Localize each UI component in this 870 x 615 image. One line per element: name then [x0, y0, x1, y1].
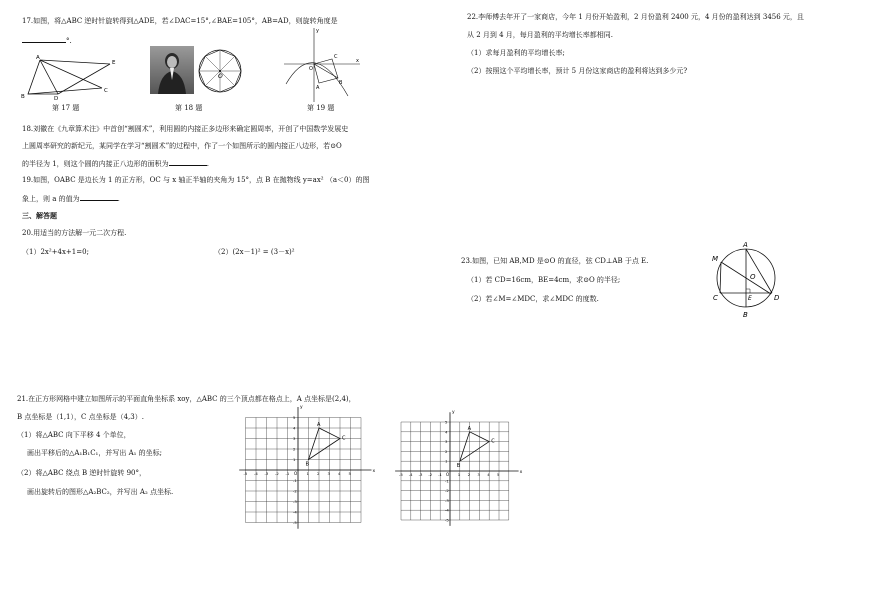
label-D: D: [774, 294, 780, 302]
q20-part1: （1）2x²+4x+1=0;: [22, 248, 89, 256]
y-axis-label: y: [300, 405, 303, 411]
q19-line2: 象上，则 a 的值为 .: [22, 195, 120, 203]
q19-line1: 19.如图，OABC 是边长为 1 的正方形，OC 与 x 轴正半轴的夹角为 15°，点 B 在抛物线 y=ax² （a＜0）的图: [22, 176, 370, 184]
y-tick-label: 4: [445, 429, 448, 435]
q21-part2: （2）将△ABC 绕点 B 逆时针旋转 90°，: [17, 469, 146, 477]
x-tick-label: -5: [243, 471, 248, 476]
y-tick-label: -3: [293, 499, 297, 504]
q20-part2: （2）(2x－1)² = (3－x)²: [214, 248, 295, 256]
label-x: x: [356, 58, 359, 64]
triangle-ABC: [309, 428, 341, 460]
label-M: M: [712, 255, 719, 263]
label-y: y: [316, 28, 319, 34]
point-B-label: B: [305, 461, 309, 468]
octagon-figure: [196, 47, 244, 95]
label-B: B: [743, 311, 748, 319]
y-tick-label: -4: [293, 509, 297, 515]
x-tick-label: -2: [275, 471, 279, 476]
label-A: A: [36, 55, 40, 61]
x-tick-label: -5: [399, 472, 403, 477]
label-C: C: [713, 294, 718, 302]
y-tick-label: -3: [445, 497, 449, 503]
y-tick-label: 5: [293, 415, 296, 420]
triangle-ABC: [460, 432, 489, 461]
y-tick-label: 3: [445, 439, 448, 445]
point-A-label: A: [317, 422, 321, 428]
x-tick-label: 2: [317, 471, 320, 476]
x-tick-label: 1: [306, 471, 309, 476]
x-tick-label: -3: [264, 471, 269, 476]
q18-line2: 上圆周率研究的新纪元，某同学在学习“割圆术”的过程中，作了一个如图所示的圆内接正八边形，若⊙O: [22, 142, 342, 150]
q23-part2: （2）若∠M=∠MDC，求∠MDC 的度数.: [467, 295, 599, 303]
x-axis-label: x: [372, 469, 376, 474]
y-tick-label: 3: [293, 436, 296, 441]
y-tick-label: -1: [293, 478, 297, 483]
y-tick-label: -4: [445, 507, 449, 513]
portrait-image: [150, 46, 194, 94]
x-axis-label: x: [519, 470, 523, 475]
q23-part1: （1）若 CD=16cm，BE=4cm，求⊙O 的半径;: [467, 276, 621, 284]
label-O: O: [309, 66, 313, 72]
label-O: O: [750, 273, 756, 281]
y-axis-label: y: [452, 410, 455, 416]
label-C: C: [334, 54, 338, 60]
x-tick-label: -2: [428, 472, 433, 477]
label-E: E: [748, 295, 752, 302]
x-tick-label: -1: [285, 471, 290, 476]
q22-part1: （1）求每月盈利的平均增长率;: [467, 49, 565, 57]
x-tick-label: -4: [408, 472, 413, 477]
q23-circle-figure: [706, 240, 786, 320]
y-tick-label: -1: [445, 478, 449, 484]
x-tick-label: 4: [487, 472, 490, 477]
label-O: O: [218, 73, 223, 80]
q20-text: 20.用适当的方法解一元二次方程.: [22, 229, 127, 237]
y-tick-label: 2: [293, 446, 296, 452]
section-title: 三、解答题: [22, 211, 57, 220]
coordinate-grid-2: [395, 410, 525, 526]
y-tick-label: -5: [293, 520, 297, 525]
q17-text: 17.如图，将△ABC 逆时针旋转得到△ADE，若∠DAC=15°,∠BAE=105°，AB=AD，则旋转角度是: [22, 17, 338, 25]
q22-part2: （2）按照这个平均增长率，预计 5 月份这家商店的盈利将达到多少元?: [467, 67, 688, 75]
q21-part1b: 画出平移后的△A₁B₁C₁，并写出 A₁ 的坐标;: [27, 449, 163, 457]
label-B: B: [21, 94, 25, 100]
x-tick-label: 3: [477, 472, 480, 477]
q18-line1: 18.刘徽在《九章算术注》中首创“割圆术”，利用圆的内接正多边形来确定圆周率，开创了中国数学发展史: [22, 125, 349, 133]
parabola-figure: [282, 26, 362, 104]
label-D: D: [54, 96, 59, 102]
q17-figure: [20, 52, 125, 100]
y-tick-label: 2: [445, 448, 448, 454]
q22-line1: 22.李师傅去年开了一家商店，今年 1 月份开始盈利，2 月份盈利 2400 元，4 月份的盈利达到 3456 元，且: [467, 13, 804, 21]
caption-18: 第 18 题: [175, 104, 203, 112]
point-B-label: B: [456, 463, 461, 470]
label-A: A: [743, 241, 748, 249]
x-tick-label: 3: [327, 471, 330, 476]
q17-answer-line: °.: [22, 36, 72, 45]
point-C-label: C: [342, 435, 346, 442]
y-tick-label: 4: [293, 425, 296, 431]
y-tick-label: 5: [445, 419, 448, 425]
y-tick-label: 1: [445, 458, 448, 464]
label-E: E: [112, 60, 116, 66]
y-tick-label: -2: [445, 488, 449, 494]
x-tick-label: 1: [457, 472, 461, 477]
q21-part2b: 画出旋转后的图形△A₂BC₂，并写出 A₂ 点坐标.: [27, 488, 174, 496]
y-tick-label: -2: [293, 488, 297, 494]
label-B: B: [339, 80, 343, 86]
x-tick-label: 2: [467, 472, 471, 477]
q21-part1: （1）将△ABC 向下平移 4 个单位，: [17, 431, 131, 439]
q21-line1: 21.在正方形网格中建立如图所示的平面直角坐标系 xoy，△ABC 的三个顶点都在格点上，A 点坐标是(2,4)，: [17, 395, 356, 403]
origin-label: O: [294, 471, 298, 476]
x-tick-label: -1: [438, 472, 442, 477]
point-C-label: C: [491, 438, 495, 445]
x-tick-label: -4: [254, 471, 258, 476]
x-tick-label: 4: [338, 471, 341, 476]
label-A: A: [316, 85, 320, 91]
x-tick-label: 5: [497, 472, 500, 477]
x-tick-label: 5: [348, 471, 351, 476]
q23-text: 23.如图，已知 AB,MD 是⊙O 的直径，弦 CD⊥AB 于点 E.: [461, 257, 649, 265]
y-tick-label: -5: [445, 517, 449, 523]
caption-19: 第 19 题: [307, 104, 335, 112]
q22-line2: 从 2 月到 4 月，每月盈利的平均增长率都相同.: [467, 31, 614, 39]
caption-17: 第 17 题: [52, 104, 80, 112]
q18-line3: 的半径为 1，则这个圆的内接正八边形的面积为 .: [22, 160, 209, 168]
y-tick-label: 1: [293, 457, 296, 462]
coordinate-grid-1: [238, 405, 378, 528]
point-A-label: A: [467, 425, 472, 432]
x-tick-label: -3: [418, 472, 423, 477]
q21-line2: B 点坐标是（1,1），C 点坐标是（4,3）.: [17, 413, 144, 421]
origin-label: O: [446, 472, 450, 477]
label-C: C: [104, 88, 108, 94]
